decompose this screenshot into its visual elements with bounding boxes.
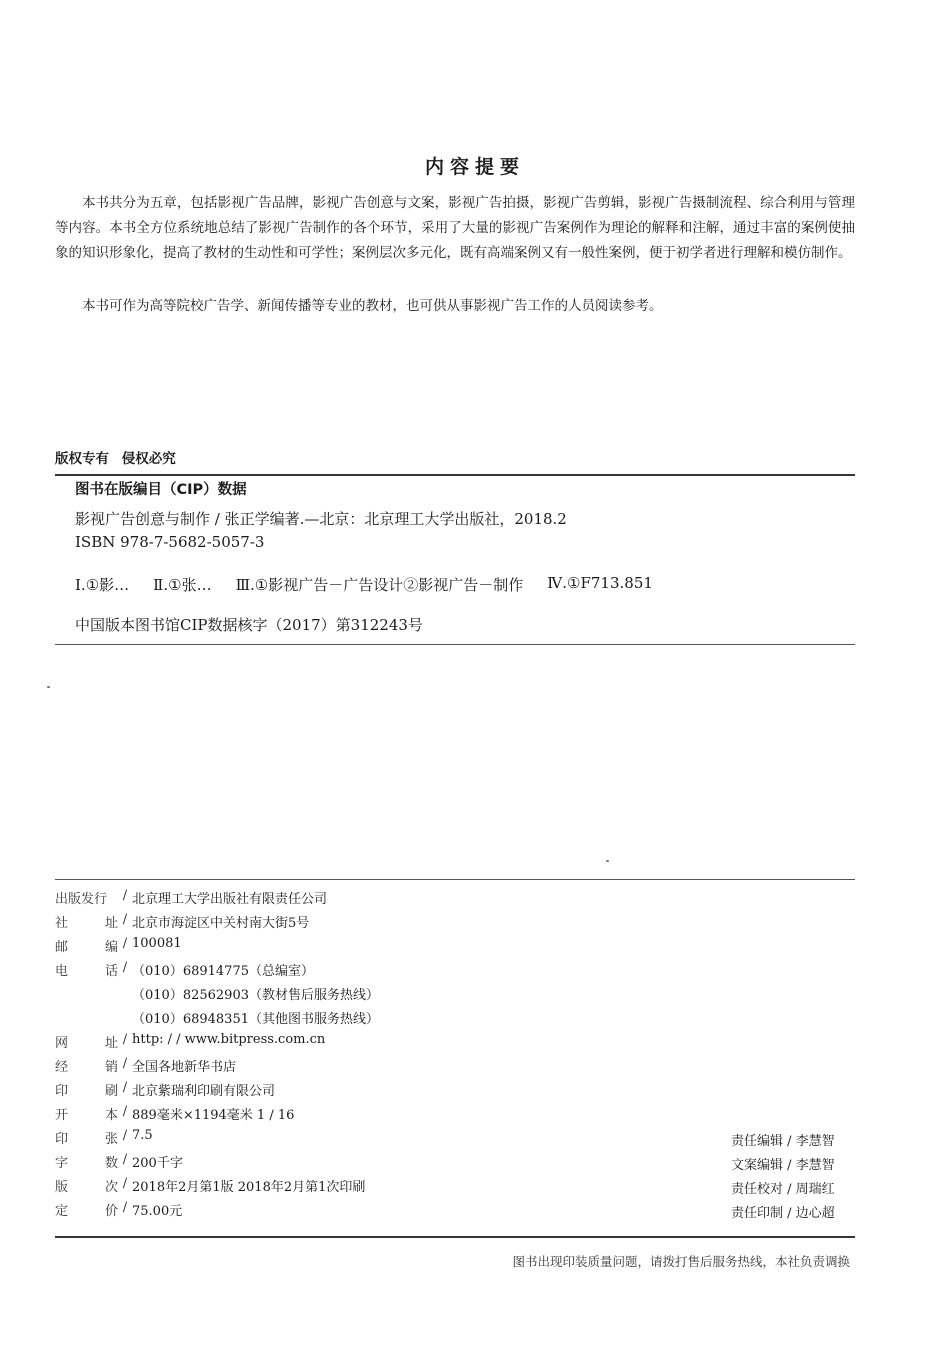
info-value: 北京理工大学出版社有限责任公司 [132, 892, 328, 907]
info-key: 出版发行 [55, 892, 108, 907]
info-key: 印 张 [55, 1132, 118, 1147]
cip-class-item: Ⅲ.①影视广告－广告设计②影视广告－制作 [235, 576, 524, 594]
quality-notice: 图书出现印装质量问题，请拨打售后服务热线，本社负责调换 [512, 1254, 850, 1269]
cip-classification [75, 574, 653, 595]
info-key: 经 销 [55, 1060, 118, 1075]
info-value: 北京紫瑞利印刷有限公司 [132, 1084, 276, 1099]
info-row-edition: 版 次 / 2018年2月第1版 2018年2月第1次印刷 [55, 1176, 365, 1198]
info-row-address: 社 址 / 北京市海淀区中关村南大街5号 [55, 912, 309, 934]
cip-heading: 图书在版编目（CIP）数据 [75, 482, 247, 498]
info-row-format: 开 本 / 889毫米×1194毫米 1 / 16 [55, 1104, 294, 1126]
info-key: 网 址 [55, 1036, 118, 1051]
info-value: （010）68914775（总编室） [132, 964, 314, 979]
info-value: http: / / www.bitpress.com.cn [132, 1032, 326, 1047]
info-value: 75.00元 [132, 1204, 183, 1219]
summary-paragraph-2: 本书可作为高等院校广告学、新闻传播等专业的教材，也可供从事影视广告工作的人员阅读参考。 [82, 298, 663, 314]
info-top-rule [55, 879, 855, 880]
info-key: 字 数 [55, 1156, 118, 1171]
cip-class-item: Ⅰ.①影… [75, 576, 130, 594]
staff-copy-editor: 文案编辑 / 李慧智 [731, 1158, 835, 1173]
info-key: 社 址 [55, 916, 118, 931]
info-row-phone: 电 话 / （010）68914775（总编室） [55, 960, 314, 982]
info-key: 定 价 [55, 1204, 118, 1219]
info-row-website: 网 址 / http: / / www.bitpress.com.cn [55, 1032, 325, 1054]
cip-isbn: ISBN 978-7-5682-5057-3 [75, 533, 265, 551]
info-value: 全国各地新华书店 [132, 1060, 237, 1075]
staff-printing: 责任印制 / 边心超 [731, 1206, 835, 1221]
cip-class-item: Ⅱ.①张… [153, 576, 212, 594]
info-key: 印 刷 [55, 1084, 118, 1099]
info-key: 版 次 [55, 1180, 118, 1195]
info-value: 889毫米×1194毫米 1 / 16 [132, 1108, 295, 1123]
cip-top-rule [55, 474, 855, 476]
info-row-distribution: 经 销 / 全国各地新华书店 [55, 1056, 236, 1078]
cip-bottom-rule [55, 644, 855, 645]
info-phone-extra: （010）68948351（其他图书服务热线） [132, 1012, 379, 1027]
staff-editor: 责任编辑 / 李慧智 [731, 1134, 835, 1149]
cip-class-item: Ⅳ.①F713.851 [547, 574, 653, 592]
info-phone-extra: （010）82562903（教材售后服务热线） [132, 988, 379, 1003]
info-row-sheets: 印 张 / 7.5 [55, 1128, 153, 1150]
info-value: 200千字 [132, 1156, 183, 1171]
scan-speck [606, 860, 609, 862]
info-row-price: 定 价 / 75.00元 [55, 1200, 182, 1222]
info-value: 2018年2月第1版 2018年2月第1次印刷 [132, 1180, 366, 1195]
info-value: 北京市海淀区中关村南大街5号 [132, 916, 310, 931]
staff-proofreader: 责任校对 / 周瑞红 [731, 1182, 835, 1197]
summary-paragraph-1: 本书共分为五章，包括影视广告品牌，影视广告创意与文案，影视广告拍摄，影视广告剪辑，影视广告摄制流程、综合利用与管理等内容。本书全方位系统地总结了影视广告制作的各个环节，采用了大量的影视广告案例作为理论的解释和注解，通过丰富的案例使抽象的知识形象化，提高了教材的生动性和可学性；案例层次多元化，既有高端案例又有一般性案例，便于初学者进行理解和模仿制作。 [55, 195, 855, 262]
info-row-postcode: 邮 编 / 100081 [55, 936, 182, 958]
info-value: 100081 [132, 936, 182, 951]
info-key: 开 本 [55, 1108, 118, 1123]
info-key: 邮 编 [55, 940, 118, 955]
copyright-notice: 版权专有 侵权必究 [55, 451, 176, 467]
info-row-word-count: 字 数 / 200千字 [55, 1152, 183, 1174]
cip-title-line: 影视广告创意与制作 / 张正学编著.—北京：北京理工大学出版社，2018.2 [75, 510, 567, 528]
scan-speck [47, 686, 50, 688]
info-row-publisher: 出版发行 / 北京理工大学出版社有限责任公司 [55, 888, 327, 910]
info-key: 电 话 [55, 964, 118, 979]
info-row-printer: 印 刷 / 北京紫瑞利印刷有限公司 [55, 1080, 275, 1102]
cip-record-number: 中国版本图书馆CIP数据核字（2017）第312243号 [75, 616, 423, 634]
summary-title: 内容提要 [424, 156, 525, 178]
info-bottom-rule [55, 1236, 855, 1238]
info-value: 7.5 [132, 1128, 153, 1143]
